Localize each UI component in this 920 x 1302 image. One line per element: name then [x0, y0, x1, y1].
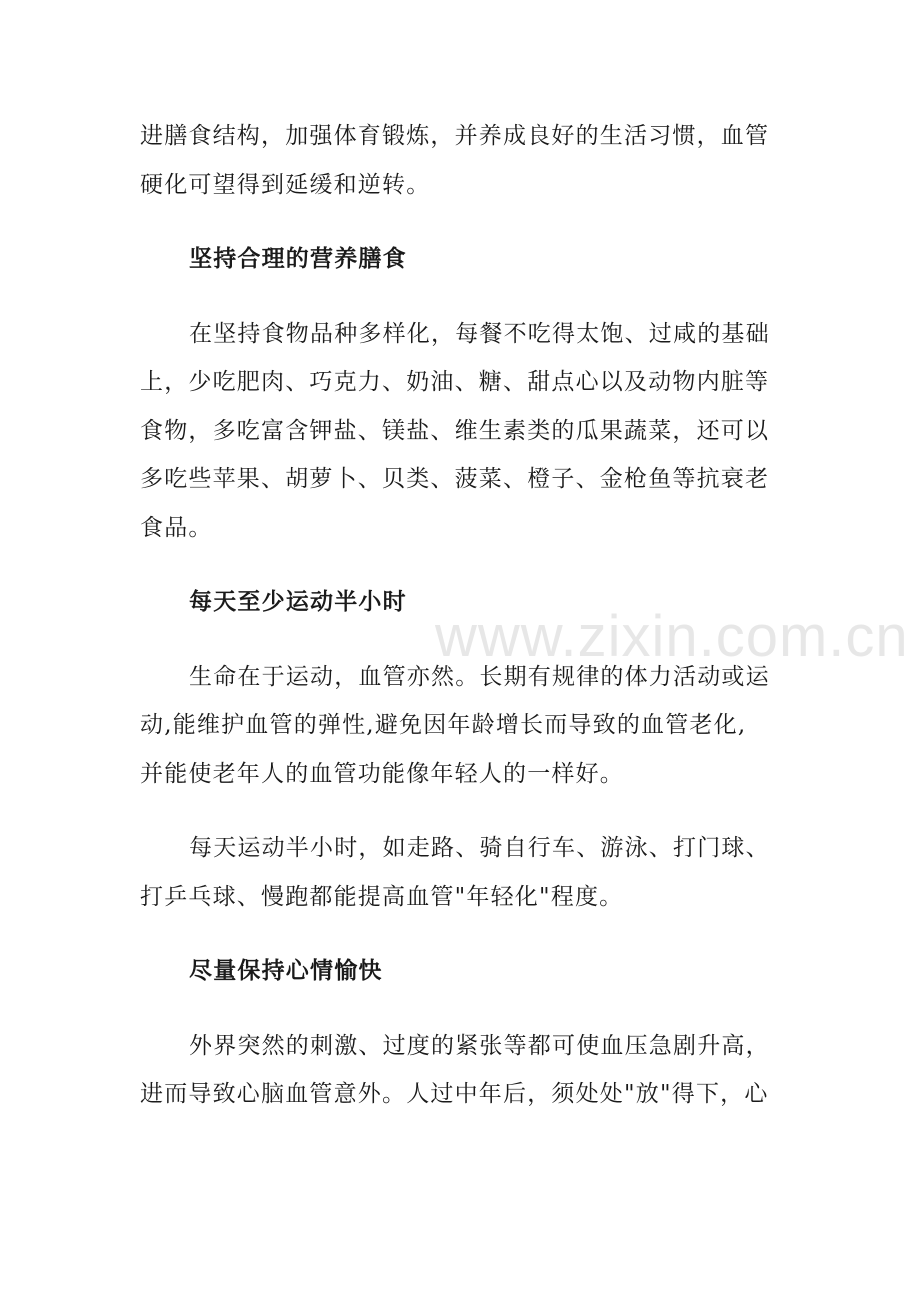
text-line: 硬化可望得到延缓和逆转。	[140, 171, 431, 198]
text-line: 并能使老年人的血管功能像年轻人的一样好。	[140, 760, 624, 787]
text-line: 上，少吃肥肉、巧克力、奶油、糖、甜点心以及动物内脏等	[140, 369, 770, 395]
text-line: 打乒乓球、慢跑都能提高血管"年轻化"程度。	[140, 883, 624, 910]
text-line: 多吃些苹果、胡萝卜、贝类、菠菜、橙子、金枪鱼等抗衰老	[140, 466, 770, 492]
paragraph	[140, 1022, 782, 1119]
text-line: 动,能维护血管的弹性,避免因年龄增长而导致的血管老化,	[140, 712, 747, 738]
section-heading: 坚持合理的营养膳食	[189, 246, 407, 272]
document-page	[140, 112, 782, 1145]
text-line: 外界突然的刺激、过度的紧张等都可使血压急剧升高，	[189, 1032, 770, 1059]
section-heading: 每天至少运动半小时	[189, 589, 407, 615]
text-line: 生命在于运动，血管亦然。长期有规律的体力活动或运	[189, 663, 770, 690]
text-line: 食物，多吃富含钾盐、镁盐、维生素类的瓜果蔬菜，还可以	[140, 417, 770, 444]
text-line: 每天运动半小时，如走路、骑自行车、游泳、打门球、	[189, 835, 770, 861]
text-line: 进膳食结构，加强体育锻炼，并养成良好的生活习惯，血管	[140, 123, 770, 149]
text-line: 在坚持食物品种多样化，每餐不吃得太饱、过咸的基础	[189, 320, 770, 347]
text-line: 食品。	[140, 514, 213, 541]
text-line: 进而导致心脑血管意外。人过中年后，须处处"放"得下，心	[140, 1081, 769, 1107]
paragraph	[140, 824, 782, 921]
paragraph	[140, 653, 782, 799]
paragraph	[140, 310, 782, 553]
paragraph	[140, 112, 782, 209]
section-heading: 尽量保持心情愉快	[189, 958, 383, 984]
watermark: www.zixin.com.cn	[435, 604, 909, 669]
